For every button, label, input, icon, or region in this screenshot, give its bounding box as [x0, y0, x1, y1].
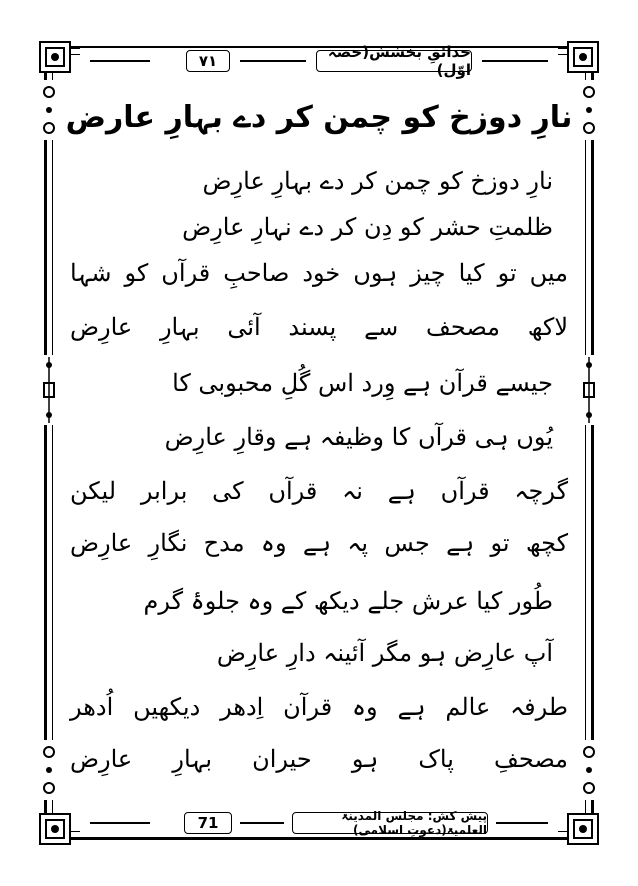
footer-rule: [240, 822, 284, 824]
corner-ornament-icon: [566, 812, 600, 846]
footer-rule: [496, 822, 548, 824]
header-page-number: ۷۱: [186, 50, 230, 72]
header-rule: [482, 60, 548, 62]
footer-page-number: 71: [184, 812, 232, 834]
corner-ornament-icon: [38, 40, 72, 74]
verse-line: نارِ دوزخ کو چمن کر دے بہارِ عارِض: [202, 167, 553, 195]
corner-ornament-icon: [38, 812, 72, 846]
side-ornament-icon: [41, 355, 57, 425]
footer-publisher: پیش کش: مجلس المدینۃ العلمیۃ(دعوتِ اسلامی): [292, 812, 488, 834]
footer-rule: [90, 822, 150, 824]
verse-line: ظلمتِ حشر کو دِن کر دے نہارِ عارِض: [182, 213, 553, 241]
header: [80, 43, 558, 79]
corner-ornament-icon: [566, 40, 600, 74]
verse-line: میں تو کیا چیز ہوں خود صاحبِ قرآں کو شہا: [70, 259, 568, 287]
header-book-title: حدائقِ بخشش(حصہ اوّل): [316, 50, 472, 72]
verse-line: جیسے قرآن ہے وِرد اس گُلِ محبوبی کا: [172, 369, 553, 397]
poem-title: نارِ دوزخ کو چمن کر دے بہارِ عارض: [65, 100, 573, 135]
side-ornament-icon: [41, 740, 57, 800]
side-ornament-icon: [581, 740, 597, 800]
verse-line: طُور کیا عرش جلے دیکھ کے وہ جلوۂ گرم: [143, 587, 553, 615]
verse-line: یُوں ہی قرآں کا وظیفہ ہے وقارِ عارِض: [164, 423, 553, 451]
verse-line: آپ عارِض ہو مگر آئینہ دارِ عارِض: [216, 639, 553, 667]
header-rule: [90, 60, 150, 62]
footer: [80, 810, 558, 836]
verse-line: طرفہ عالم ہے وہ قرآن اِدھر دیکھیں اُدھر: [70, 693, 568, 721]
side-ornament-icon: [581, 80, 597, 140]
side-ornament-icon: [581, 355, 597, 425]
verse-line: کچھ تو ہے جس پہ ہے وہ مدح نگارِ عارِض: [70, 529, 568, 557]
verse-line: لاکھ مصحف سے پسند آئی بہارِ عارِض: [70, 313, 568, 341]
header-rule: [240, 60, 306, 62]
verse-line: گرچہ قرآں ہے نہ قرآں کی برابر لیکن: [70, 477, 568, 505]
verse-line: مصحفِ پاک ہو حیران بہارِ عارِض: [70, 745, 568, 773]
side-ornament-icon: [41, 80, 57, 140]
